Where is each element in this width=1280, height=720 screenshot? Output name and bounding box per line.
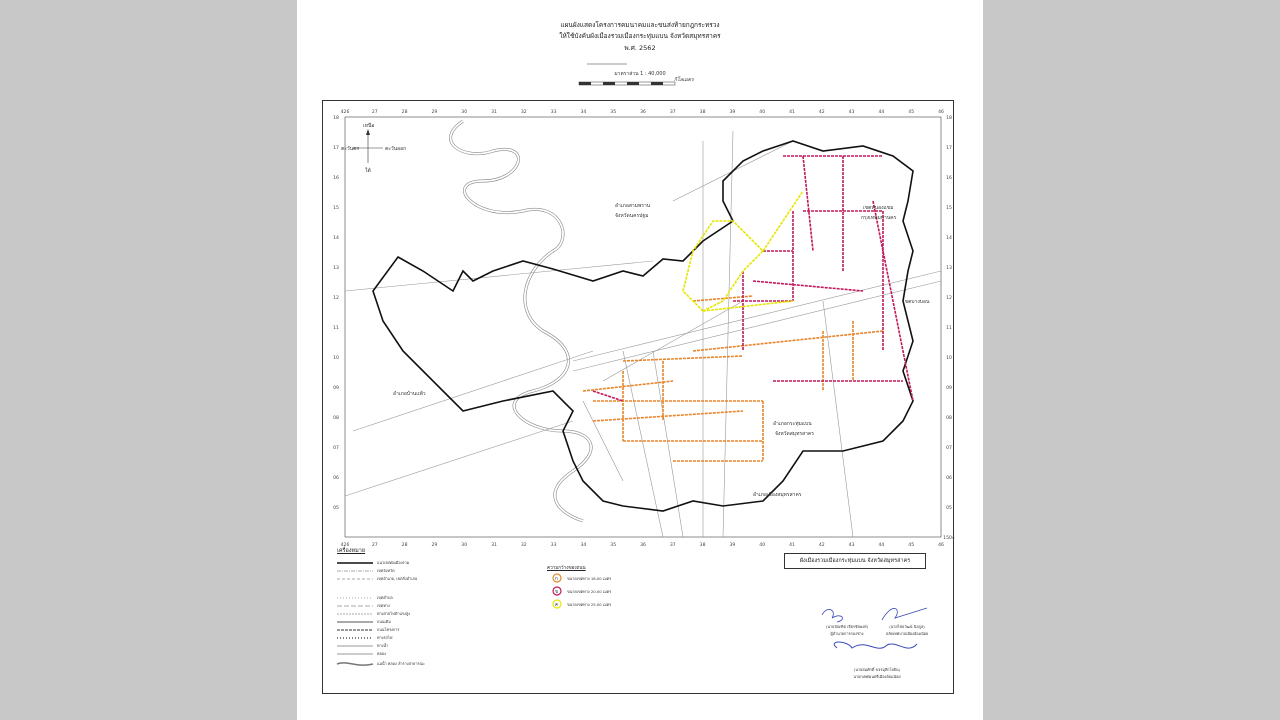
legend-item: เขตอำเภอ, เขตกิ่งอำเภอ [377, 576, 418, 581]
grid-label-right: 11 [946, 326, 952, 331]
label-district-e: เขตบางบอน [903, 299, 930, 305]
legend-item: เขตจังหวัด [377, 568, 395, 573]
grid-label-top: 42 [818, 110, 825, 115]
grid-label-top: 32 [520, 110, 527, 115]
road-width-item: ขนาดเขตทาง 20.00 เมตร [567, 589, 612, 594]
grid-label-top: 426 [340, 110, 350, 115]
grid-label-top: 36 [640, 110, 646, 115]
grid-label-bottom: 36 [640, 543, 646, 548]
grid-label-bottom: 32 [520, 543, 527, 548]
grid-label-bottom: 34 [580, 543, 587, 548]
grid-label-left: 16 [333, 176, 339, 181]
label-province-nw: จังหวัดนครปฐม [615, 213, 649, 219]
grid-label-bottom: 42 [818, 543, 825, 548]
grid-frame [345, 117, 941, 537]
label-district-nw: อำเภอสามพราน [615, 203, 651, 209]
legend-item: ทางรถไฟ [377, 635, 393, 640]
grid-label-right: 07 [946, 446, 952, 451]
grid-label-bottom: 40 [759, 543, 766, 548]
grid-label-bottom: 33 [550, 543, 557, 548]
road-code: ก [555, 577, 558, 582]
legend-item: ทางน้ำ [377, 643, 389, 648]
road-width-legend-title: ความกว้างของถนน [547, 566, 586, 571]
grid-label-right: 05 [946, 506, 952, 511]
grid-label-right: 06 [946, 476, 952, 481]
grid-label-right: 16 [946, 176, 952, 181]
signature-3-role: นายกเทศมนตรีเมืองอ้อมน้อย [853, 674, 901, 679]
grid-label-top: 31 [491, 110, 497, 115]
signature-1-name: (นายปัณฑิต เจียรชัยพงษ์) [825, 624, 869, 629]
grid-label-bottom: 29 [431, 543, 438, 548]
grid-label-top: 34 [580, 110, 587, 115]
road-width-item: ขนาดเขตทาง 16.00 เมตร [567, 576, 612, 581]
grid-label-top: 41 [789, 110, 795, 115]
river [451, 121, 563, 251]
legend-item: ถนนโครงการ [377, 627, 400, 632]
grid-label-right: 17 [946, 146, 952, 151]
road-code: ข [555, 590, 559, 595]
red-roads [593, 156, 913, 401]
grid-label-bottom: 43 [848, 543, 855, 548]
legend-item: แม่น้ำ คลอง ลำรางสาธารณะ [377, 661, 426, 666]
grid-label-bottom: 45 [908, 543, 915, 548]
legend-symbols [337, 560, 375, 672]
grid-label-right: 10 [946, 356, 952, 361]
grid-label-left: 09 [333, 386, 339, 391]
grid-label-bottom: 37 [669, 543, 676, 548]
grid-label-top: 28 [401, 110, 408, 115]
grid-label-bottom: 44 [878, 543, 885, 548]
grid-label-left: 07 [333, 446, 339, 451]
grid-label-left: 12 [333, 296, 339, 301]
grid-bottom-labels [341, 542, 944, 548]
grid-label-left: 08 [333, 416, 339, 421]
road-width-symbols [551, 573, 565, 613]
grid-label-top: 44 [878, 110, 885, 115]
grid-label-left: 15 [333, 206, 339, 211]
grid-label-right: 13 [946, 266, 952, 271]
road-width-item: ขนาดเขตทาง 25.00 เมตร [567, 602, 612, 607]
signature-2-name: (นายไชยวัฒน์ นิลกูล) [889, 624, 925, 629]
grid-label-right: 12 [946, 296, 952, 301]
legend-title: เครื่องหมาย [337, 548, 366, 554]
scale-label: มาตราส่วน 1 : 40,000 [614, 71, 666, 77]
river [514, 251, 568, 431]
grid-label-right: 14 [946, 236, 952, 241]
legend-item: ถนนเดิม [377, 619, 391, 624]
grid-label-top: 46 [938, 110, 944, 115]
compass-north: เหนือ [363, 123, 375, 129]
signature-2-role: ปลัดเทศบาลเมืองอ้อมน้อย [885, 631, 929, 636]
grid-label-top: 43 [848, 110, 855, 115]
grid-label-bottom: 46 [938, 543, 944, 548]
compass-west: ตะวันตก [341, 146, 360, 152]
grid-label-bottom: 35 [610, 543, 617, 548]
grid-label-left: 14 [333, 236, 339, 241]
grid-label-top: 29 [431, 110, 438, 115]
orange-roads [583, 296, 883, 461]
compass-south: ใต้ [365, 168, 371, 174]
grid-label-bottom: 31 [491, 543, 497, 548]
grid-label-bottom: 38 [699, 543, 706, 548]
compass-east: ตะวันออก [385, 146, 407, 152]
legend-item: เขตทาง [377, 603, 390, 608]
label-province-center: จังหวัดสมุทรสาคร [775, 431, 814, 437]
legend-item: แนวเขตผังเมืองรวม [377, 560, 410, 565]
scale-units: กิโลเมตร [674, 77, 694, 83]
grid-label-left: 05 [333, 506, 339, 511]
grid-left-labels [333, 115, 339, 511]
legend-item: คลอง [377, 651, 387, 656]
grid-label-top: 35 [610, 110, 617, 115]
label-district-center: อำเภอกระทุ่มแบน [773, 421, 812, 427]
plan-boundary [373, 141, 913, 511]
grid-label-left: 18 [333, 116, 339, 121]
legend-item: ทางสายไฟฟ้าแรงสูง [377, 611, 411, 616]
grid-top-labels [341, 109, 944, 115]
grid-label-right: 1504 [943, 536, 955, 541]
grid-label-left: 10 [333, 356, 339, 361]
map-sheet [297, 0, 983, 720]
signature-1-role: ผู้อำนวยการกองช่าง [830, 631, 864, 636]
grid-label-left: 06 [333, 476, 339, 481]
label-district-s: อำเภอเมืองสมุทรสาคร [753, 492, 802, 498]
grid-label-top: 27 [371, 110, 378, 115]
grid-label-bottom: 41 [789, 543, 795, 548]
map-title-line2: ให้ใช้บังคับผังเมืองรวมเมืองกระทุ่มแบน จังหวัดสมุทรสาคร [559, 32, 721, 40]
grid-label-right: 18 [946, 116, 952, 121]
label-district-w: อำเภอบ้านแพ้ว [393, 391, 426, 397]
grid-label-left: 11 [333, 326, 339, 331]
grid-label-bottom: 426 [340, 543, 350, 548]
grid-label-bottom: 30 [461, 543, 468, 548]
map-title-line1: แผนผังแสดงโครงการคมนาคมและขนส่งท้ายกฎกระทรวง [560, 21, 720, 29]
road-code: ค [555, 603, 559, 608]
grid-label-top: 38 [699, 110, 706, 115]
grid-label-bottom: 27 [371, 543, 378, 548]
grid-label-top: 40 [759, 110, 766, 115]
plan-name-box: ผังเมืองรวมเมืองกระทุ่มแบน จังหวัดสมุทรสาคร [784, 553, 926, 569]
label-province-ne: กรุงเทพมหานคร [861, 215, 897, 221]
existing-roads [345, 131, 941, 537]
grid-label-left: 17 [333, 146, 339, 151]
grid-label-top: 39 [729, 110, 736, 115]
map-title-year: พ.ศ. 2562 [624, 44, 656, 52]
grid-label-top: 45 [908, 110, 915, 115]
label-district-ne: เขตหนองแขม [863, 205, 894, 211]
grid-label-top: 33 [550, 110, 557, 115]
grid-label-right: 15 [946, 206, 952, 211]
grid-label-bottom: 28 [401, 543, 408, 548]
signature-3-name: (นายสมศักดิ์ ขจรมุสิกโยธิน) [853, 667, 901, 672]
grid-label-bottom: 39 [729, 543, 736, 548]
grid-label-right: 08 [946, 416, 952, 421]
grid-label-right: 09 [946, 386, 952, 391]
grid-label-top: 37 [669, 110, 676, 115]
grid-label-left: 13 [333, 266, 339, 271]
legend-item: เขตตำบล [377, 595, 393, 600]
grid-label-top: 30 [461, 110, 468, 115]
